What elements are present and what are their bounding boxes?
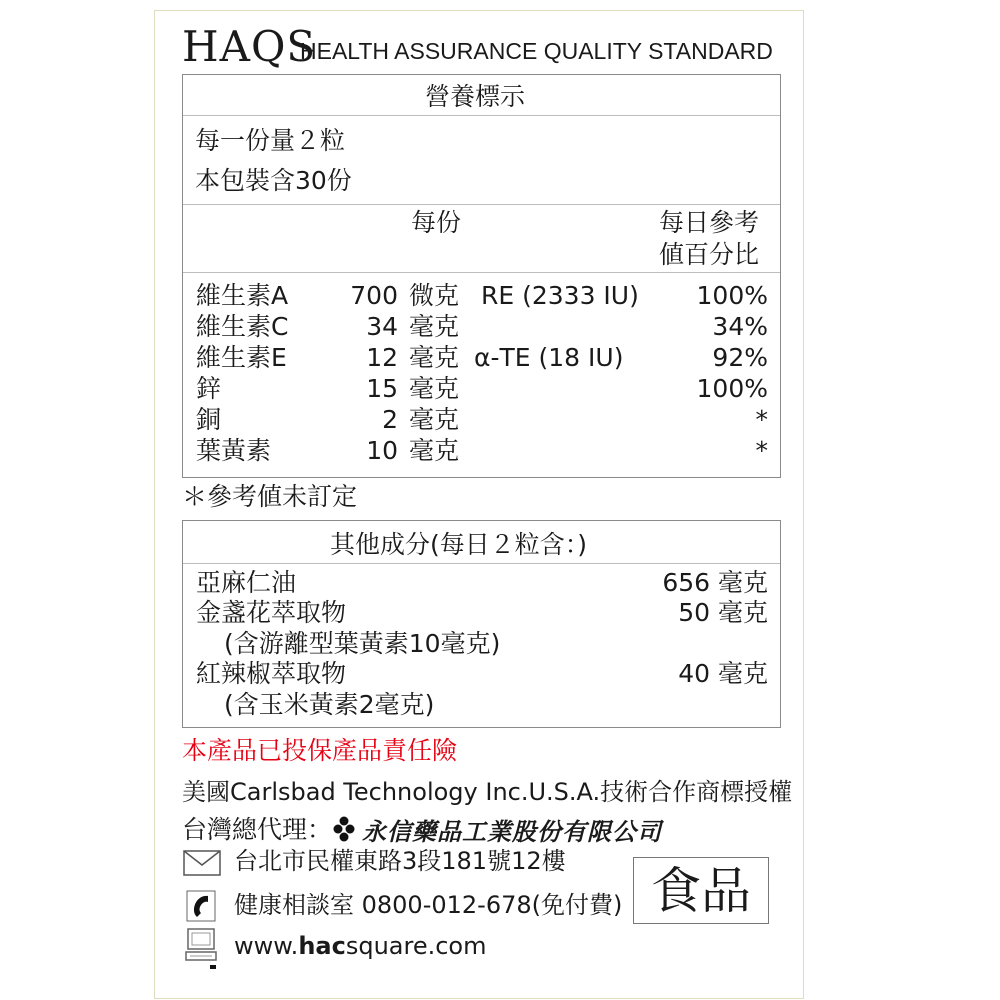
nutrient-name: 鋅 — [196, 374, 222, 403]
nutrition-title: 營養標示 — [425, 82, 526, 111]
ingredient-detail: (含玉米黃素2毫克) — [224, 690, 435, 719]
company-name: 永信藥品工業股份有限公司 — [362, 816, 663, 846]
agent-label: 台灣總代理： — [182, 814, 333, 844]
envelope-icon — [183, 850, 221, 876]
ingredient-name: 紅辣椒萃取物 — [196, 659, 347, 688]
ingredient-amount: 40 毫克 — [678, 659, 768, 688]
column-daily-value-line2: 値百分比 — [659, 240, 760, 269]
nutrient-daily-value: * — [755, 436, 768, 465]
ingredient-amount: 50 毫克 — [678, 598, 768, 627]
phone-line[interactable]: 健康相談室 0800-012-678(免付費) — [234, 891, 623, 919]
nutrient-daily-value: 100% — [696, 374, 768, 403]
nutrient-unit: 毫克 — [409, 374, 460, 403]
nutrient-name: 維生素E — [196, 343, 287, 372]
computer-icon — [184, 928, 222, 972]
nutrient-unit: 毫克 — [409, 436, 460, 465]
phone-icon — [186, 890, 216, 922]
address: 台北市民權東路3段181號12樓 — [234, 847, 566, 875]
nutrient-name: 銅 — [196, 405, 222, 434]
brand-full-name: HEALTH ASSURANCE QUALITY STANDARD — [300, 38, 773, 64]
ingredient-name: 金盞花萃取物 — [196, 598, 347, 627]
divider — [183, 115, 780, 116]
divider — [183, 272, 780, 273]
website-suffix: square.com — [345, 932, 487, 960]
nutrient-name: 維生素A — [196, 281, 289, 310]
nutrient-note: α-TE (18 IU) — [474, 343, 624, 372]
agent-line — [182, 812, 662, 846]
insurance-notice: 本產品已投保產品責任險 — [182, 736, 458, 765]
ingredient-amount: 656 毫克 — [662, 568, 768, 597]
company-logo-icon — [332, 816, 356, 842]
nutrient-unit: 微克 — [409, 281, 460, 310]
nutrient-note: RE (2333 IU) — [481, 281, 639, 310]
nutrient-unit: 毫克 — [409, 343, 460, 372]
technology-line: 美國Carlsbad Technology Inc.U.S.A.技術合作商標授權 — [182, 778, 793, 806]
ingredient-name: 亞麻仁油 — [196, 568, 297, 597]
nutrient-amount: 2 — [382, 405, 398, 434]
nutrient-daily-value: 92% — [712, 343, 768, 372]
website-link[interactable] — [234, 934, 486, 958]
divider — [183, 204, 780, 205]
food-mark: 食品 — [633, 857, 769, 924]
brand-logo: HAQS — [182, 22, 317, 71]
nutrient-daily-value: * — [755, 405, 768, 434]
ingredient-detail: (含游離型葉黃素10毫克) — [224, 629, 501, 658]
company-logo — [332, 812, 662, 847]
nutrition-footnote: ＊參考値未訂定 — [182, 482, 358, 511]
serving-size: 每一份量２粒 — [195, 126, 346, 155]
nutrient-name: 葉黃素 — [196, 436, 272, 465]
website-prefix: www. — [234, 932, 299, 960]
nutrient-amount: 10 — [366, 436, 398, 465]
other-ingredients-title: 其他成分(每日２粒含：) — [330, 530, 588, 559]
nutrient-unit: 毫克 — [409, 312, 460, 341]
nutrient-amount: 34 — [366, 312, 398, 341]
nutrient-unit: 毫克 — [409, 405, 460, 434]
servings-per-package: 本包裝含30份 — [195, 166, 352, 195]
nutrient-amount: 700 — [350, 281, 398, 310]
website-bold: hac — [298, 932, 346, 960]
column-daily-value-line1: 每日參考 — [659, 208, 760, 237]
nutrient-name: 維生素C — [196, 312, 289, 341]
divider — [183, 563, 780, 564]
nutrient-daily-value: 100% — [696, 281, 768, 310]
nutrient-daily-value: 34% — [712, 312, 768, 341]
nutrient-amount: 15 — [366, 374, 398, 403]
column-per-serving: 每份 — [411, 208, 462, 237]
nutrient-amount: 12 — [366, 343, 398, 372]
